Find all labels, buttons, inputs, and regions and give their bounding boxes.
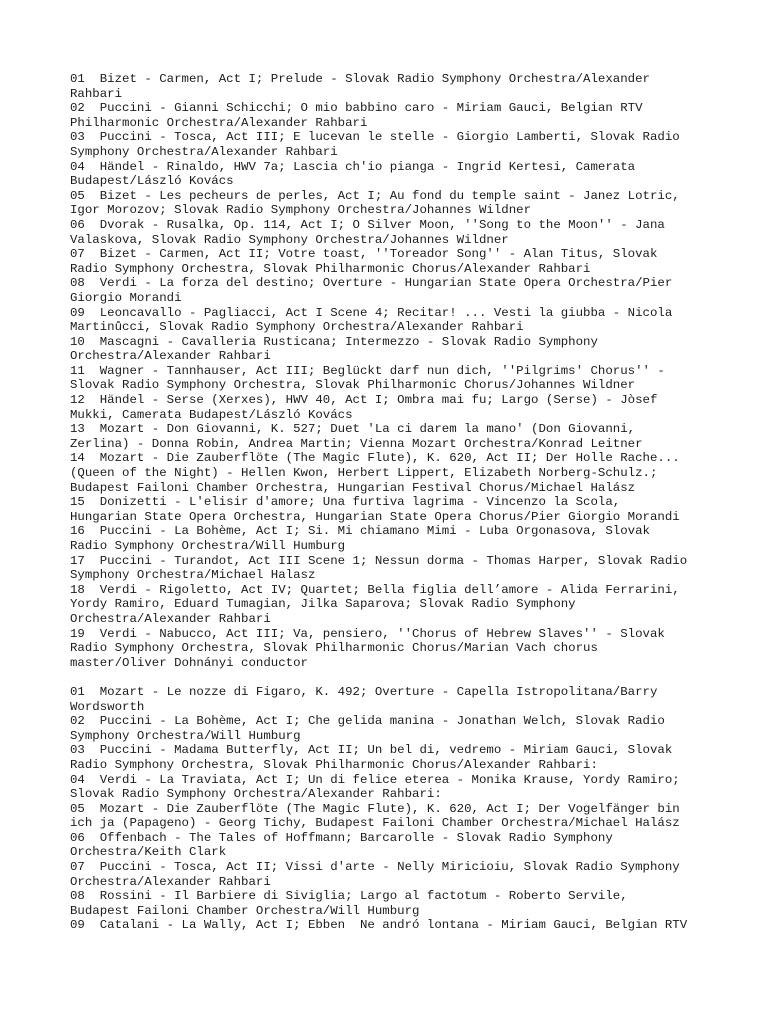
document-page bbox=[70, 72, 700, 933]
track-entry: 14 Mozart - Die Zauberflöte (The Magic Flute), K. 620, Act II; Der Holle Rache... (Queen of the Night) - Hellen Kwon, Herbert Lippert, Elizabeth Norberg-Schulz.; Budapest Failoni Chamber Orchestra, Hungarian Festival Chorus/Michael Halász bbox=[70, 451, 680, 495]
track-entry: 05 Mozart - Die Zauberflöte (The Magic Flute), K. 620, Act I; Der Vogelfänger bin ich ja (Papageno) - Georg Tichy, Budapest Failoni Chamber Orchestra/Michael Halász bbox=[70, 801, 680, 831]
track-entry: 01 Bizet - Carmen, Act I; Prelude - Slovak Radio Symphony Orchestra/Alexander Rahbari bbox=[70, 72, 650, 101]
track-entry: 07 Puccini - Tosca, Act II; Vissi d'arte - Nelly Miricioiu, Slovak Radio Symphony Orchestra/Alexander Rahbari bbox=[70, 860, 680, 889]
track-entry: 11 Wagner - Tannhauser, Act III; Beglückt darf nun dich, ''Pilgrims' Chorus'' - Slovak Radio Symphony Orchestra, Slovak Philharmonic Chorus/Johannes Wildner bbox=[70, 363, 665, 393]
track-entry: 18 Verdi - Rigoletto, Act IV; Quartet; Bella figlia dell’amore - Alida Ferrarini, Yordy Ramiro, Eduard Tumagian, Jilka Saparova; Slovak Radio Symphony Orchestra/Alexander Rahbari bbox=[70, 582, 680, 626]
track-entry: 09 Catalani - La Wally, Act I; Ebben Ne andró lontana - Miriam Gauci, Belgian RTV bbox=[70, 918, 688, 933]
track-entry: 03 Puccini - Madama Butterfly, Act II; Un bel di, vedremo - Miriam Gauci, Slovak Radio Symphony Orchestra, Slovak Philharmonic Chorus/Alexander Rahbari: bbox=[70, 743, 673, 772]
track-entry: 17 Puccini - Turandot, Act III Scene 1; Nessun dorma - Thomas Harper, Slovak Radio Symphony Orchestra/Michael Halasz bbox=[70, 553, 688, 583]
track-entry: 02 Puccini - La Bohème, Act I; Che gelida manina - Jonathan Welch, Slovak Radio Symphony Orchestra/Will Humburg bbox=[70, 714, 665, 743]
track-entry: 06 Offenbach - The Tales of Hoffmann; Barcarolle - Slovak Radio Symphony Orchestra/Keith Clark bbox=[70, 830, 613, 860]
track-entry: 04 Verdi - La Traviata, Act I; Un di felice eterea - Monika Krause, Yordy Ramiro; Slovak Radio Symphony Orchestra/Alexander Rahbari: bbox=[70, 772, 680, 802]
track-entry: 13 Mozart - Don Giovanni, K. 527; Duet 'La ci darem la mano' (Don Giovanni, Zerlina) - Donna Robin, Andrea Martin; Vienna Mozart Orchestra/Konrad Leitner bbox=[70, 422, 643, 451]
track-entry: 09 Leoncavallo - Pagliacci, Act I Scene 4; Recitar! ... Vesti la giubba - Nicola Martinůcci, Slovak Radio Symphony Orchestra/Alexander Rahbari bbox=[70, 305, 673, 335]
track-entry: 08 Verdi - La forza del destino; Overture - Hungarian State Opera Orchestra/Pier Giorgio Morandi bbox=[70, 276, 673, 305]
track-entry: 07 Bizet - Carmen, Act II; Votre toast, ''Toreador Song'' - Alan Titus, Slovak Radio Symphony Orchestra, Slovak Philharmonic Chorus/Alexander Rahbari bbox=[70, 247, 658, 276]
track-entry: 16 Puccini - La Bohème, Act I; Si. Mi chiamano Mimi - Luba Orgonasova, Slovak Radio Symphony Orchestra/Will Humburg bbox=[70, 524, 650, 553]
track-entry: 02 Puccini - Gianni Schicchi; O mio babbino caro - Miriam Gauci, Belgian RTV Philharmonic Orchestra/Alexander Rahbari bbox=[70, 101, 643, 130]
track-entry: 05 Bizet - Les pecheurs de perles, Act I; Au fond du temple saint - Janez Lotric, Igor Morozov; Slovak Radio Symphony Orchestra/Johannes Wildner bbox=[70, 188, 680, 218]
track-entry: 06 Dvorak - Rusalka, Op. 114, Act I; O Silver Moon, ''Song to the Moon'' - Jana Valaskova, Slovak Radio Symphony Orchestra/Johannes Wildner bbox=[70, 217, 665, 247]
track-entry: 19 Verdi - Nabucco, Act III; Va, pensiero, ''Chorus of Hebrew Slaves'' - Slovak Radio Symphony Orchestra, Slovak Philharmonic Chorus/Marian Vach chorus master/Oliver Dohnányi conductor bbox=[70, 626, 665, 670]
track-entry: 08 Rossini - Il Barbiere di Siviglia; Largo al factotum - Roberto Servile, Budapest Failoni Chamber Orchestra/Will Humburg bbox=[70, 889, 628, 918]
track-entry: 04 Händel - Rinaldo, HWV 7a; Lascia ch'io pianga - Ingrid Kertesi, Camerata Budapest/László Kovács bbox=[70, 159, 636, 189]
track-entry: 10 Mascagni - Cavalleria Rusticana; Intermezzo - Slovak Radio Symphony Orchestra/Alexander Rahbari bbox=[70, 334, 598, 364]
track-entry: 01 Mozart - Le nozze di Figaro, K. 492; Overture - Capella Istropolitana/Barry Wordsworth bbox=[70, 684, 658, 714]
track-entry: 03 Puccini - Tosca, Act III; E lucevan le stelle - Giorgio Lamberti, Slovak Radio Symphony Orchestra/Alexander Rahbari bbox=[70, 130, 680, 159]
tracklist-block-1 bbox=[70, 72, 700, 670]
track-entry: 12 Händel - Serse (Xerxes), HWV 40, Act I; Ombra mai fu; Largo (Serse) - Jòsef Mukki, Camerata Budapest/László Kovács bbox=[70, 393, 658, 422]
track-entry: 15 Donizetti - L'elisir d'amore; Una furtiva lagrima - Vincenzo la Scola, Hungarian State Opera Orchestra, Hungarian State Opera Chorus/Pier Giorgio Morandi bbox=[70, 495, 680, 524]
tracklist-block-2 bbox=[70, 685, 700, 933]
